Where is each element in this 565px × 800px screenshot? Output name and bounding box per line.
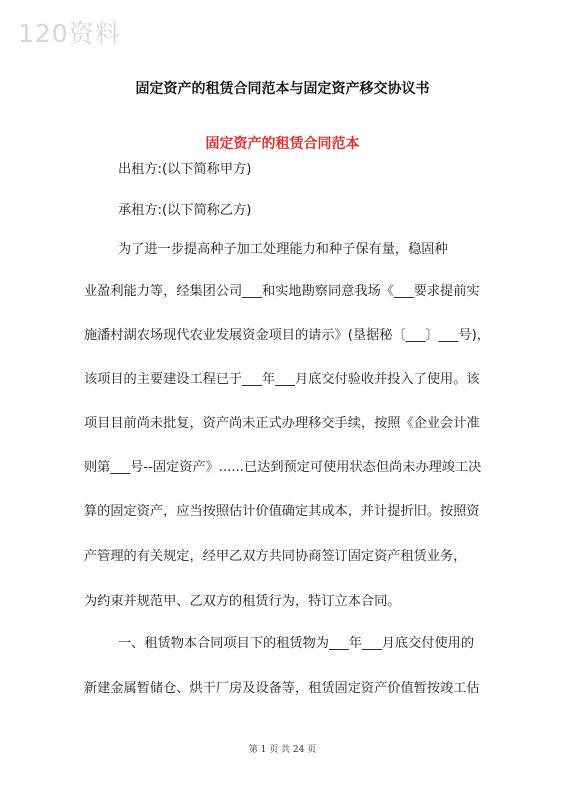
paragraph1-line: 业盈利能力等，经集团公司___和实地勘察同意我场《___要求提前实 [84, 284, 480, 299]
section-title: 固定资产的租赁合同范本 [205, 136, 360, 152]
paragraph1-line: 产管理的有关规定，经甲乙双方共同协商签订固定资产租赁业务， [84, 549, 467, 564]
paragraph1-line: 则第___号--固定资产》......已达到预定可使用状态但尚未办理竣工决 [84, 460, 482, 475]
lessor-line: 出租方:(以下简称甲方) [118, 162, 252, 177]
paragraph1-line: 施潘村湖农场现代农业发展资金项目的请示》(垦据秘〔___〕___号)， [84, 328, 490, 343]
paragraph2-line: 新建金属暂储仓、烘干厂房及设备等，租赁固定资产价值暂按竣工估 [84, 681, 480, 696]
page-footer: 第 1 页 共 24 页 [248, 745, 317, 755]
paragraph2-line: 一、租赁物本合同项目下的租赁物为___年___月底交付使用的 [118, 636, 475, 651]
watermark-logo: 120资料 [18, 19, 121, 48]
paragraph1-line: 算的固定资产，应当按照估计价值确定其成本，并计提折旧。按照资 [84, 504, 480, 519]
paragraph1-line: 为了进一步提高种子加工处理能力和种子保有量，稳固种 [118, 242, 448, 257]
lessee-line: 承租方:(以下简称乙方) [118, 203, 252, 218]
paragraph1-line: 该项目的主要建设工程已于___年___月底交付验收并投入了使用。该 [84, 372, 480, 387]
paragraph1-line: 项目目前尚未批复，资产尚未正式办理移交手续，按照《企业会计准 [84, 416, 480, 431]
paragraph1-line: 为约束并规范甲、乙双方的租赁行为，特订立本合同。 [84, 594, 401, 609]
document-title: 固定资产的租赁合同范本与固定资产移交协议书 [135, 81, 430, 97]
